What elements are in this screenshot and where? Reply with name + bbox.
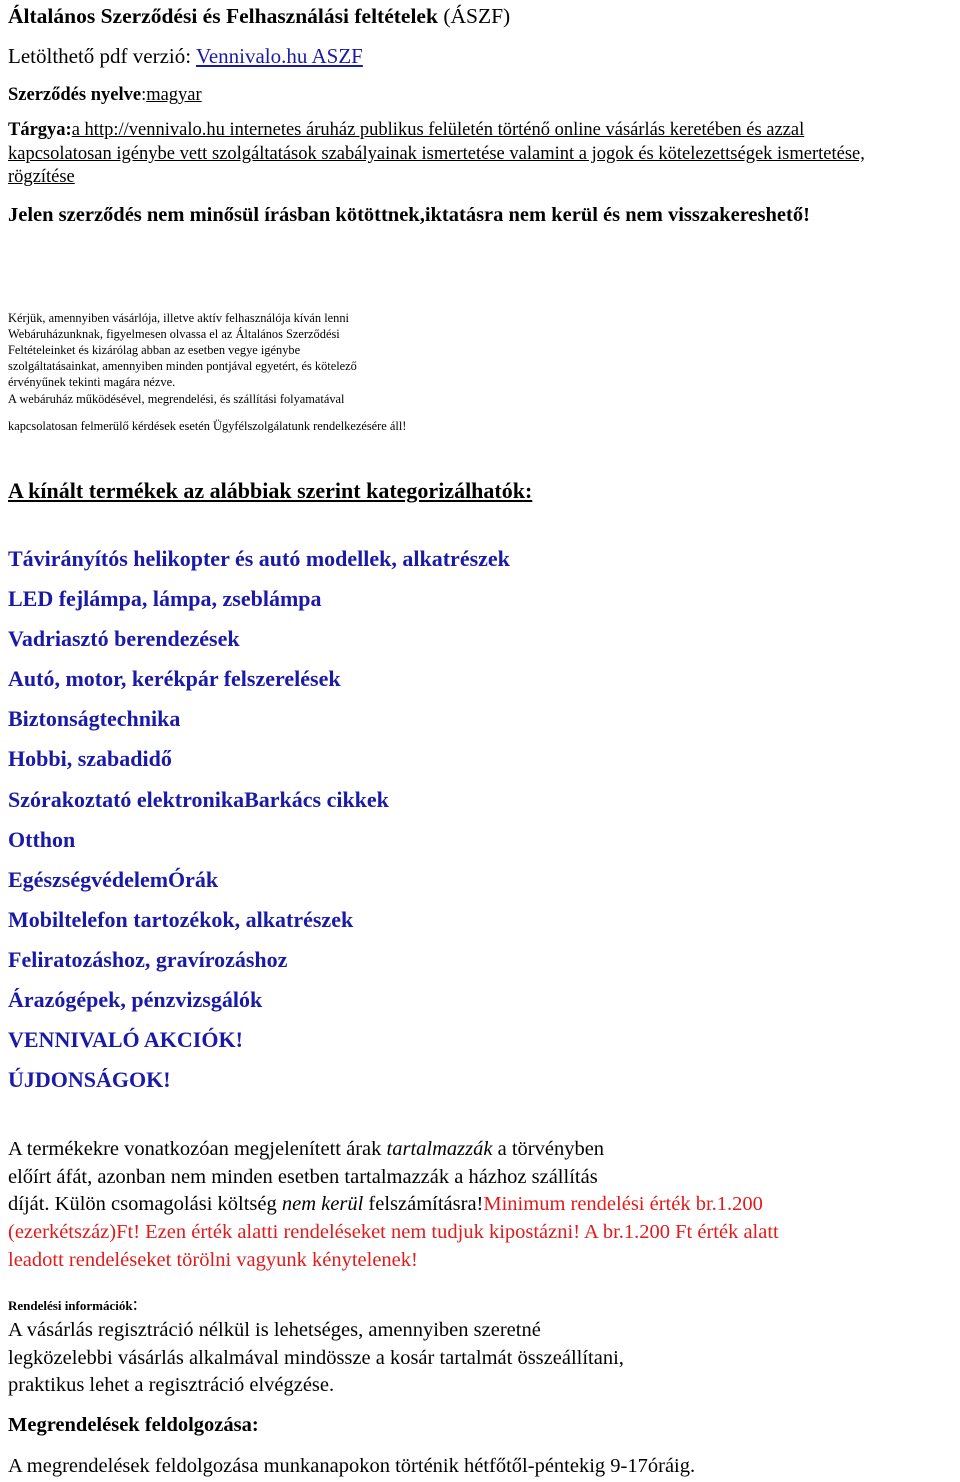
- category-link[interactable]: VENNIVALÓ AKCIÓK!: [8, 1027, 243, 1052]
- category-link[interactable]: Feliratozáshoz, gravírozáshoz: [8, 947, 288, 972]
- page-title: [8, 4, 510, 29]
- minimum-order-warning-line-2: (ezerkétszáz)Ft! Ezen érték alatti rendeléseket nem tudjuk kipostázni! A br.1.200 Ft érték alatt: [8, 1221, 779, 1243]
- intro-line: A webáruház működésével, megrendelési, és szállítási folyamatával: [8, 392, 345, 406]
- subject-line-2: kapcsolatosan igénybe vett szolgáltatások szabályainak ismertetése valamint a jogok és kötelezettségek ismertetése,: [8, 144, 865, 164]
- subject-label: Tárgya:: [8, 120, 72, 140]
- categories-heading: A kínált termékek az alábbiak szerint kategorizálhatók:: [8, 478, 533, 503]
- subject-line-1: [8, 120, 804, 141]
- order-info-label-line: [8, 1294, 138, 1316]
- prices-line-3: [8, 1193, 763, 1216]
- prices-text: felszámításra!: [363, 1193, 484, 1215]
- category-link[interactable]: Mobiltelefon tartozékok, alkatrészek: [8, 907, 354, 932]
- category-link[interactable]: Otthon: [8, 827, 76, 852]
- intro-line: Webáruházunknak, figyelmesen olvassa el az Általános Szerződési: [8, 327, 340, 341]
- category-link[interactable]: Biztonságtechnika: [8, 706, 181, 731]
- processing-text: A megrendelések feldolgozása munkanapokon történik hétfőtől-péntekig 9-17óráig.: [8, 1455, 696, 1477]
- prices-text: a törvényben: [492, 1138, 605, 1160]
- contract-language-line: [8, 85, 202, 106]
- pdf-download-prefix: Letölthető pdf verzió:: [8, 44, 196, 68]
- category-link[interactable]: ÚJDONSÁGOK!: [8, 1067, 171, 1092]
- page-title-suffix: (ÁSZF): [437, 4, 511, 28]
- category-link[interactable]: LED fejlámpa, lámpa, zseblámpa: [8, 586, 322, 611]
- order-info-line-1: A vásárlás regisztráció nélkül is lehetséges, amennyiben szeretné: [8, 1319, 541, 1341]
- page-title-main: Általános Szerződési és Felhasználási feltételek: [8, 4, 438, 28]
- category-link[interactable]: EgészségvédelemÓrák: [8, 867, 219, 892]
- prices-emphasis: nem kerül: [281, 1193, 364, 1215]
- contract-language-sep: :: [141, 85, 147, 105]
- processing-heading: Megrendelések feldolgozása:: [8, 1414, 259, 1436]
- category-link[interactable]: Autó, motor, kerékpár felszerelések: [8, 666, 341, 691]
- prices-text: díját. Külön csomagolási költség: [8, 1193, 282, 1215]
- order-info-label: Rendelési információk: [8, 1298, 133, 1313]
- intro-line: szolgáltatásainkat, amennyiben minden pontjával egyetért, és kötelező: [8, 359, 357, 373]
- category-link[interactable]: Távirányítós helikopter és autó modellek, alkatrészek: [8, 546, 510, 571]
- prices-emphasis: tartalmazzák: [386, 1138, 493, 1160]
- minimum-order-warning: Minimum rendelési érték br.1.200: [483, 1193, 763, 1215]
- category-link[interactable]: Vadriasztó berendezések: [8, 626, 240, 651]
- order-info-line-3: praktikus lehet a regisztráció elvégzése.: [8, 1374, 335, 1396]
- prices-line-1: [8, 1138, 604, 1161]
- order-info-sep: :: [132, 1294, 138, 1315]
- prices-line-2: előírt áfát, azonban nem minden esetben tartalmazzák a házhoz szállítás: [8, 1166, 598, 1188]
- intro-line: érvényűnek tekinti magára nézve.: [8, 375, 176, 389]
- intro-last-line: kapcsolatosan felmerülő kérdések esetén Ügyfélszolgálatunk rendelkezésére áll!: [8, 419, 407, 433]
- order-info-line-2: legközelebbi vásárlás alkalmával mindössze a kosár tartalmát összeállítani,: [8, 1347, 624, 1369]
- contract-language-value: magyar: [146, 85, 202, 105]
- category-link[interactable]: Szórakoztató elektronikaBarkács cikkek: [8, 787, 389, 812]
- intro-line: Feltételeinket és kizárólag abban az esetben vegye igénybe: [8, 343, 301, 357]
- contract-language-label: Szerződés nyelve: [8, 85, 142, 105]
- category-link[interactable]: Árazógépek, pénzvizsgálók: [8, 987, 263, 1012]
- prices-text: A termékekre vonatkozóan megjelenített árak: [8, 1138, 387, 1160]
- category-link[interactable]: Hobbi, szabadidő: [8, 746, 172, 771]
- subject-text-1: a http://vennivalo.hu internetes áruház publikus felületén történő online vásárlás keretében és azzal: [71, 120, 805, 140]
- intro-line: Kérjük, amennyiben vásárlója, illetve aktív felhasználója kíván lenni: [8, 311, 349, 325]
- contract-notice: Jelen szerződés nem minősül írásban kötöttnek,iktatásra nem kerül és nem visszakereshető!: [8, 204, 810, 226]
- minimum-order-warning-line-3: leadott rendeléseket törölni vagyunk kénytelenek!: [8, 1249, 418, 1271]
- pdf-download-link[interactable]: Vennivalo.hu ASZF: [195, 44, 363, 68]
- subject-line-3: rögzítése: [8, 167, 75, 187]
- pdf-download-line: [8, 44, 363, 69]
